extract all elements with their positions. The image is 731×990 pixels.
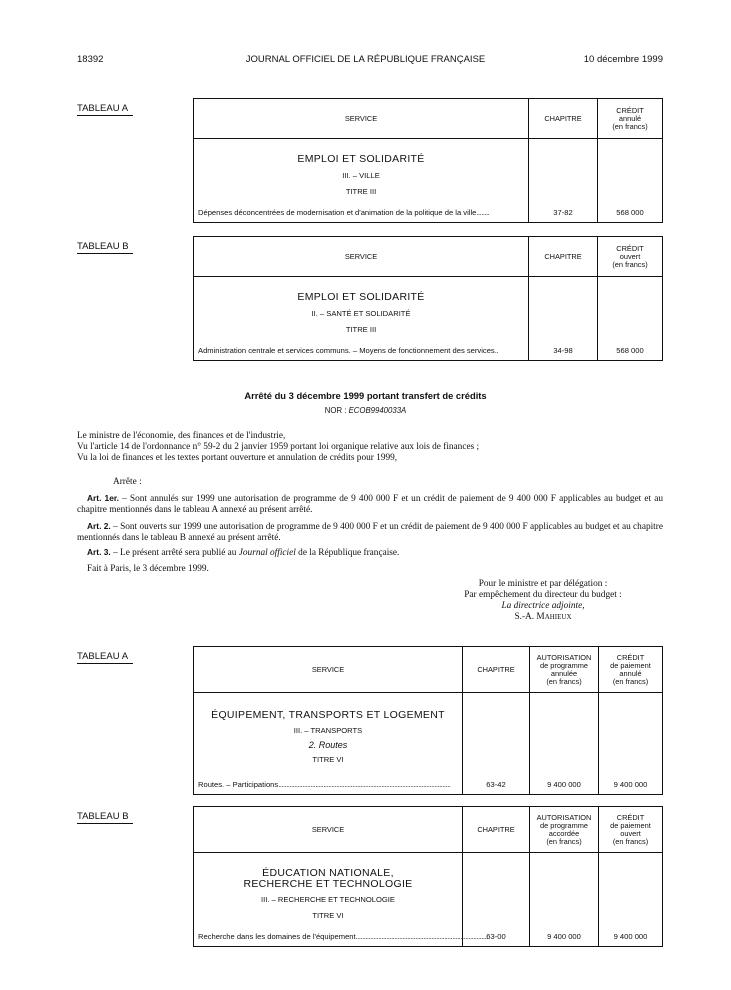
journal-title: JOURNAL OFFICIEL DE LA RÉPUBLIQUE FRANÇAISE [245, 54, 486, 65]
service-cell [194, 277, 529, 361]
col-header-autorisation: AUTORISATION de programme accordée (en francs) [530, 807, 599, 853]
titre: TITRE VI [312, 911, 344, 920]
col-header-credit: CRÉDIT de paiement ouvert (en francs) [599, 807, 663, 853]
titre: TITRE III [345, 325, 377, 334]
subsection: III. – VILLE [342, 171, 380, 180]
page-number: 18392 [77, 54, 104, 65]
line-item: Dépenses déconcentrées de modernisation et d'animation de la politique de la ville........ [198, 208, 490, 217]
line-item: Recherche dans les domaines de l'équipement.................................................................................. [198, 932, 488, 941]
line-item: Routes. – Participations........................................................................................................... [198, 780, 451, 789]
table-a-label-2: TABLEAU A [77, 651, 133, 664]
section-title: ÉQUIPEMENT, TRANSPORTS ET LOGEMENT [211, 709, 445, 721]
fait-a-paris: Fait à Paris, le 3 décembre 1999. [87, 564, 209, 574]
chapitre-value: 63-00 [463, 853, 530, 947]
credit-value: 568 000 [598, 277, 663, 361]
arrete-title: Arrêté du 3 décembre 1999 portant transfert de crédits [244, 390, 487, 401]
col-header-autorisation: AUTORISATION de programme annulée (en francs) [530, 647, 599, 693]
arrete-word: Arrête : [113, 477, 142, 487]
article-1: Art. 1er. – Sont annulés sur 1999 une autorisation de programme de 9 400 000 F et un crédit de paiement de 9 400 000 F applicables au budget et au chapitre mentionnés dans le tableau A annexé au présent arrêté. [77, 493, 663, 515]
section-title: EMPLOI ET SOLIDARITÉ [297, 291, 425, 303]
subsection: III. – TRANSPORTS [293, 726, 363, 735]
credit-value: 9 400 000 [599, 853, 663, 947]
routes-heading: 2. Routes [308, 740, 348, 750]
col-header-chapitre: CHAPITRE [463, 647, 530, 693]
table-b-emploi [193, 236, 663, 361]
col-header-chapitre: CHAPITRE [529, 99, 598, 139]
col-header-credit: CRÉDIT ouvert (en francs) [598, 237, 663, 277]
chapitre-value: 63-42 [463, 693, 530, 795]
col-header-chapitre: CHAPITRE [463, 807, 530, 853]
col-header-credit: CRÉDIT de paiement annulé (en francs) [599, 647, 663, 693]
issue-date: 10 décembre 1999 [583, 54, 663, 65]
col-header-service: SERVICE [194, 647, 463, 693]
intro-block: Le ministre de l'économie, des finances et de l'industrie, Vu l'article 14 de l'ordonnance n° 59-2 du 2 janvier 1959 portant loi organique relative aux lois de finances ; Vu la loi de finances et les textes portant ouverture et annulation de crédits pour 1999, [77, 431, 480, 463]
autorisation-value: 9 400 000 [530, 853, 599, 947]
section-title: ÉDUCATION NATIONALE, RECHERCHE ET TECHNOLOGIE [243, 867, 413, 890]
line-item: Administration centrale et services communs. – Moyens de fonctionnement des services.. [198, 346, 498, 355]
col-header-service: SERVICE [194, 99, 529, 139]
service-cell [194, 693, 463, 795]
subsection: II. – SANTÉ ET SOLIDARITÉ [311, 309, 411, 318]
table-b-label: TABLEAU B [77, 241, 133, 254]
signature-block: Pour le ministre et par délégation : Par empêchement du directeur du budget : La directrice adjointe, S.-A. Mahieux [423, 579, 663, 623]
article-2: Art. 2. – Sont ouverts sur 1999 une autorisation de programme de 9 400 000 F et un crédit de paiement de 9 400 000 F applicables au budget et au chapitre mentionnés dans le tableau B annexé au présent arrêté. [77, 521, 663, 543]
subsection: III. – RECHERCHE ET TECHNOLOGIE [261, 895, 395, 904]
service-cell [194, 853, 488, 947]
col-header-chapitre: CHAPITRE [529, 237, 598, 277]
col-header-service: SERVICE [194, 807, 463, 853]
chapitre-value: 34-98 [529, 277, 598, 361]
signatory-name: S.-A. Mahieux [514, 612, 572, 622]
article-3: Art. 3. – Le présent arrêté sera publié au Journal officiel de la République française. [87, 547, 400, 558]
col-header-service: SERVICE [194, 237, 529, 277]
table-a-equipement [193, 646, 663, 795]
credit-value: 568 000 [598, 139, 663, 223]
titre: TITRE III [345, 187, 377, 196]
table-b-education [193, 806, 663, 947]
service-cell [194, 139, 529, 223]
chapitre-value: 37-82 [529, 139, 598, 223]
section-title: EMPLOI ET SOLIDARITÉ [297, 153, 425, 165]
titre: TITRE VI [312, 755, 344, 764]
col-header-credit: CRÉDIT annulé (en francs) [598, 99, 663, 139]
table-a-emploi [193, 98, 663, 223]
nor-reference: NOR : ECOB9940033A [324, 406, 407, 415]
table-a-label: TABLEAU A [77, 103, 133, 116]
autorisation-value: 9 400 000 [530, 693, 599, 795]
table-b-label-2: TABLEAU B [77, 811, 133, 824]
credit-value: 9 400 000 [599, 693, 663, 795]
